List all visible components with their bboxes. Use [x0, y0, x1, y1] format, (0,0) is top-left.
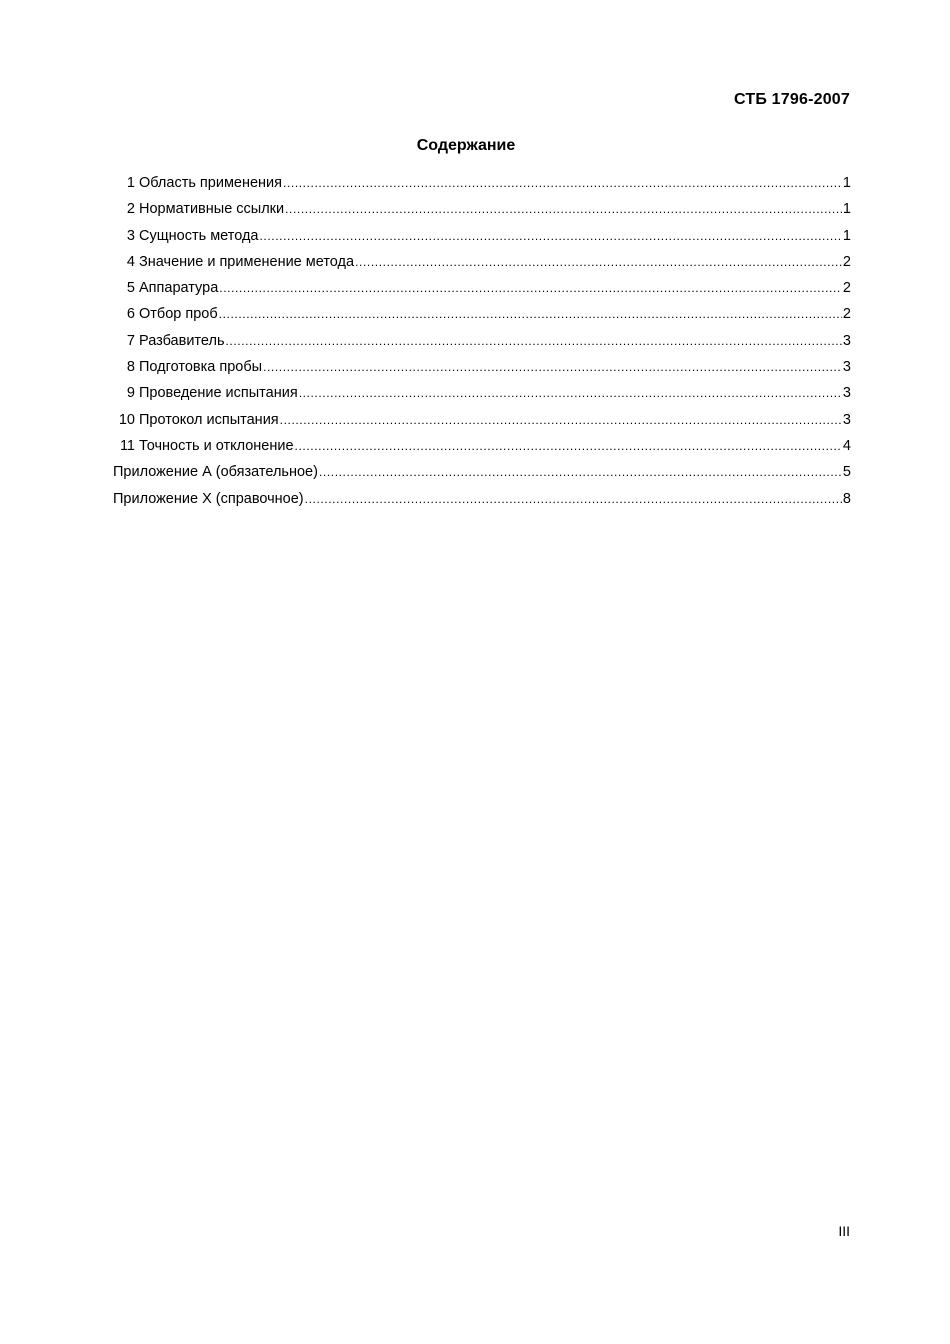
toc-entry-number: 6: [126, 306, 135, 323]
toc-leader-dots: [283, 176, 842, 190]
toc-entry-label: Протокол испытания: [139, 411, 279, 428]
toc-entry-number: 8: [126, 359, 135, 376]
toc-entry-page: 3: [842, 385, 851, 402]
toc-entry-label: Область применения: [139, 175, 283, 191]
toc-entry-number: 4: [126, 253, 135, 270]
toc-leader-dots: [219, 307, 842, 321]
toc-leader-dots: [299, 386, 842, 400]
document-code: СТБ 1796-2007: [734, 91, 850, 108]
toc-entry-label: Аппаратура: [139, 280, 219, 297]
toc-leader-dots: [226, 334, 842, 348]
toc-entry-page: 3: [842, 359, 851, 376]
toc-entry-1[interactable]: [113, 175, 851, 201]
toc-appendix-a[interactable]: [113, 464, 851, 490]
toc-entry-number: 10: [118, 411, 135, 428]
toc-entry-page: 3: [842, 411, 851, 428]
toc-entry-page: 4: [842, 437, 851, 454]
toc-leader-dots: [295, 439, 842, 453]
toc-title: Содержание: [416, 137, 516, 154]
toc-entry-2[interactable]: [113, 201, 851, 227]
toc-appendix-x[interactable]: [113, 491, 851, 517]
toc-entry-5[interactable]: [113, 280, 851, 306]
toc-entry-page: 2: [842, 306, 851, 323]
toc-leader-dots: [285, 202, 842, 216]
toc-entry-page: 2: [842, 280, 851, 297]
toc-entry-label: Значение и применение метода: [139, 253, 355, 270]
toc-entry-11[interactable]: [113, 438, 851, 464]
toc-entry-label: Разбавитель: [139, 332, 225, 349]
toc-appendix-page: 5: [842, 464, 851, 481]
toc-entry-number: 2: [126, 201, 135, 218]
toc-leader-dots: [355, 255, 842, 269]
toc-appendix-page: 8: [842, 490, 851, 507]
toc-entry-label: Проведение испытания: [139, 385, 298, 402]
toc-entry-page: 1: [842, 175, 851, 191]
toc-entry-number: 3: [126, 227, 135, 244]
toc-entry-3[interactable]: [113, 228, 851, 254]
toc-leader-dots: [319, 465, 842, 479]
toc-leader-dots: [219, 281, 842, 295]
toc-entry-8[interactable]: [113, 359, 851, 385]
toc-entry-label: Отбор проб: [139, 306, 218, 323]
table-of-contents: [113, 175, 851, 517]
toc-entry-7[interactable]: [113, 333, 851, 359]
toc-entry-number: 11: [119, 437, 135, 454]
toc-entry-label: Сущность метода: [139, 227, 259, 244]
toc-entry-label: Подготовка пробы: [139, 359, 263, 376]
toc-entry-label: Нормативные ссылки: [139, 201, 285, 218]
toc-entry-4[interactable]: [113, 254, 851, 280]
page-number: III: [838, 1223, 850, 1239]
toc-entry-number: 7: [126, 332, 135, 349]
toc-entry-number: 9: [126, 385, 135, 402]
toc-appendix-label: Приложение А (обязательное): [113, 464, 318, 481]
toc-entry-number: 5: [126, 280, 135, 297]
toc-leader-dots: [263, 360, 842, 374]
toc-entry-6[interactable]: [113, 306, 851, 332]
toc-leader-dots: [260, 229, 842, 243]
toc-entry-number: 1: [126, 175, 135, 191]
toc-leader-dots: [280, 413, 842, 427]
toc-entry-page: 1: [842, 227, 851, 244]
toc-entry-page: 2: [842, 253, 851, 270]
toc-entry-label: Точность и отклонение: [139, 437, 294, 454]
toc-entry-10[interactable]: [113, 412, 851, 438]
toc-entry-page: 1: [842, 201, 851, 218]
toc-appendix-label: Приложение Х (справочное): [113, 490, 304, 507]
toc-entry-9[interactable]: [113, 385, 851, 411]
toc-entry-page: 3: [842, 332, 851, 349]
toc-leader-dots: [305, 492, 842, 506]
